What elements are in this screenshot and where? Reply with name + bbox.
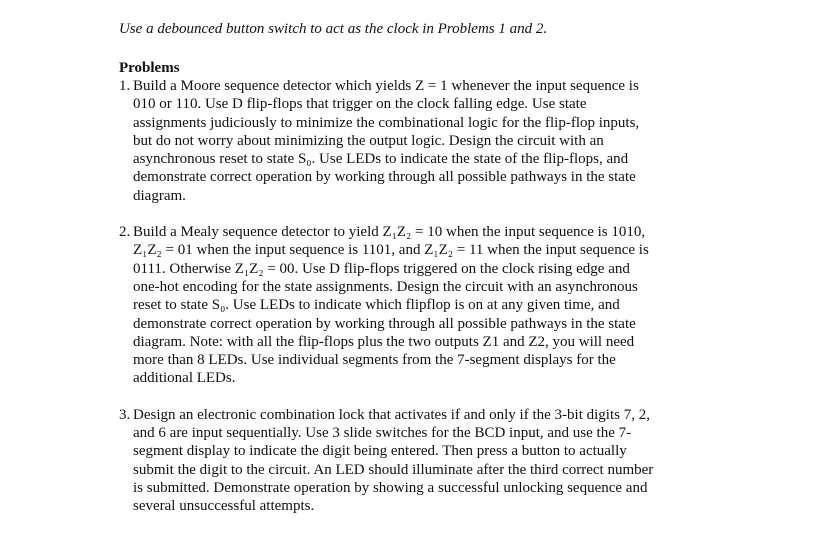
problem-number: 1. (119, 78, 131, 94)
problem-line: reset to state S₀. Use LEDs to indicate which flipflop is on at any given time, and (133, 297, 620, 314)
problem-line: more than 8 LEDs. Use individual segments from the 7-segment displays for the (133, 352, 616, 369)
problem-line: and 6 are input sequentially. Use 3 slide switches for the BCD input, and use the 7- (133, 425, 632, 442)
problem-line: diagram. (133, 187, 186, 204)
problem-number: 3. (119, 406, 131, 423)
problem-line: asynchronous reset to state S₀. Use LEDs to indicate the state of the flip-flops, and (133, 151, 629, 168)
problem-line: segment display to indicate the digit being entered. Then press a button to actually (133, 443, 627, 460)
problem-line: several unsuccessful attempts. (133, 498, 315, 515)
problem-line: demonstrate correct operation by working through all possible pathways in the state (133, 315, 636, 332)
problem-line: assignments judiciously to minimize the combinational logic for the flip-flop inputs, (133, 114, 640, 131)
problem-line: Build a Mealy sequence detector to yield Z₁Z₂ = 10 when the input sequence is 1010, (133, 224, 646, 241)
intro-text: Use a debounced button switch to act as the clock in Problems 1 and 2. (119, 21, 548, 37)
problem-line: additional LEDs. (133, 370, 236, 387)
problem-number: 2. (119, 224, 131, 241)
problem-line: submit the digit to the circuit. An LED should illuminate after the third correct number (133, 461, 654, 478)
problem-line: 010 or 110. Use D flip-flops that trigger on the clock falling edge. Use state (133, 96, 587, 113)
problem-line: demonstrate correct operation by working through all possible pathways in the state (133, 169, 636, 186)
problem-line: Build a Moore sequence detector which yields Z = 1 whenever the input sequence is (133, 78, 639, 94)
problems-heading: Problems (119, 60, 180, 76)
problem-2 (119, 223, 699, 388)
problem-line: diagram. Note: with all the flip-flops plus the two outputs Z1 and Z2, you will need (133, 333, 635, 350)
problem-3 (119, 406, 699, 516)
problem-line: 0111. Otherwise Z₁Z₂ = 00. Use D flip-flops triggered on the clock rising edge and (133, 260, 630, 277)
problem-body (131, 406, 699, 516)
problem-line: is submitted. Demonstrate operation by showing a successful unlocking sequence and (133, 479, 648, 496)
document (119, 20, 699, 516)
problem-1 (119, 77, 699, 205)
problem-body (131, 77, 699, 205)
problem-line: one-hot encoding for the state assignments. Design the circuit with an asynchronous (133, 278, 638, 295)
problem-body (131, 223, 699, 388)
problem-line: Design an electronic combination lock that activates if and only if the 3-bit digits 7, 2, (133, 406, 650, 423)
problem-line: but do not worry about minimizing the output logic. Design the circuit with an (133, 132, 604, 149)
problem-line: Z₁Z₂ = 01 when the input sequence is 1101, and Z₁Z₂ = 11 when the input sequence is (133, 242, 649, 259)
